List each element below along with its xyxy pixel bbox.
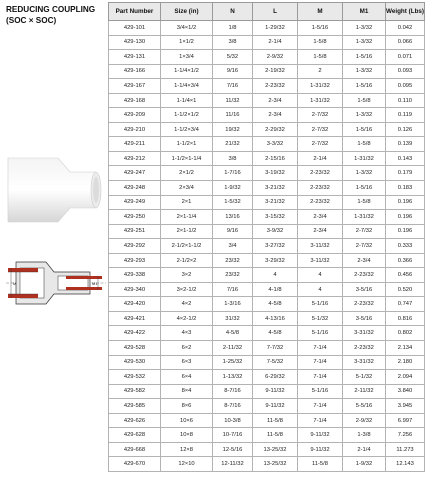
m-cell: 2-23/32 (298, 181, 343, 196)
m1-cell: 1-5/16 (343, 79, 386, 94)
part-number-cell: 429-421 (109, 311, 161, 326)
l-cell: 4 (253, 268, 298, 283)
size-cell: 6×4 (161, 370, 213, 385)
n-cell: 1-7/16 (213, 166, 253, 181)
n-cell: 1/8 (213, 21, 253, 36)
l-cell: 4-1/8 (253, 282, 298, 297)
part-number-cell: 429-528 (109, 341, 161, 356)
l-cell: 9-11/32 (253, 384, 298, 399)
m1-cell: 2-23/32 (343, 341, 386, 356)
part-number-cell: 429-582 (109, 384, 161, 399)
l-cell: 3-29/32 (253, 253, 298, 268)
part-number-cell: 429-212 (109, 151, 161, 166)
size-cell: 12×8 (161, 442, 213, 457)
m-cell: 2-7/32 (298, 108, 343, 123)
m-cell: 5-1/32 (298, 311, 343, 326)
part-number-cell: 429-670 (109, 457, 161, 472)
m-cell: 2-7/32 (298, 137, 343, 152)
part-number-cell: 429-247 (109, 166, 161, 181)
l-cell: 3-21/32 (253, 195, 298, 210)
m-cell: 2-23/32 (298, 166, 343, 181)
table-row (109, 253, 425, 268)
table-row (109, 457, 425, 472)
weight-cell: 7.256 (386, 428, 425, 443)
size-cell: 2-1/2×2 (161, 253, 213, 268)
m1-cell: 1-5/8 (343, 93, 386, 108)
l-cell: 4-5/8 (253, 326, 298, 341)
part-number-cell: 429-168 (109, 93, 161, 108)
part-number-cell: 429-420 (109, 297, 161, 312)
table-row (109, 442, 425, 457)
part-number-cell: 429-251 (109, 224, 161, 239)
n-cell: 1-13/32 (213, 370, 253, 385)
n-cell: 1-9/32 (213, 181, 253, 196)
n-cell: 2-11/32 (213, 341, 253, 356)
dim-label-m: M (13, 281, 17, 286)
table-row (109, 297, 425, 312)
size-cell: 4×2-1/2 (161, 311, 213, 326)
table-row (109, 108, 425, 123)
table-row (109, 224, 425, 239)
size-cell: 2×1-1/4 (161, 210, 213, 225)
header-l: L (253, 3, 298, 21)
n-cell: 10-7/16 (213, 428, 253, 443)
part-number-cell: 429-249 (109, 195, 161, 210)
table-row (109, 137, 425, 152)
size-cell: 2×1-1/2 (161, 224, 213, 239)
l-cell: 11-5/8 (253, 413, 298, 428)
n-cell: 12-11/32 (213, 457, 253, 472)
part-number-cell: 429-628 (109, 428, 161, 443)
part-number-cell: 429-250 (109, 210, 161, 225)
l-cell: 3-27/32 (253, 239, 298, 254)
size-cell: 8×4 (161, 384, 213, 399)
m-cell: 7-1/4 (298, 413, 343, 428)
size-cell: 1-1/2×1-1/4 (161, 151, 213, 166)
n-cell: 23/32 (213, 268, 253, 283)
part-number-cell: 429-668 (109, 442, 161, 457)
weight-cell: 0.520 (386, 282, 425, 297)
n-cell: 21/32 (213, 137, 253, 152)
size-cell: 1-1/4×3/4 (161, 79, 213, 94)
table-row (109, 122, 425, 137)
table-row (109, 35, 425, 50)
size-cell: 1-1/2×1 (161, 137, 213, 152)
header-n: N (213, 3, 253, 21)
size-cell: 3/4×1/2 (161, 21, 213, 36)
size-cell: 6×3 (161, 355, 213, 370)
size-cell: 1-1/4×1 (161, 93, 213, 108)
l-cell: 4-5/8 (253, 297, 298, 312)
m1-cell: 3-5/16 (343, 311, 386, 326)
size-cell: 3×2-1/2 (161, 282, 213, 297)
m-cell: 1-5/16 (298, 21, 343, 36)
m-cell: 11-5/8 (298, 457, 343, 472)
weight-cell: 0.139 (386, 137, 425, 152)
l-cell: 13-25/32 (253, 457, 298, 472)
weight-cell: 0.183 (386, 181, 425, 196)
weight-cell: 0.196 (386, 224, 425, 239)
m1-cell: 1-5/16 (343, 50, 386, 65)
size-cell: 1×1/2 (161, 35, 213, 50)
part-number-cell: 429-292 (109, 239, 161, 254)
part-number-cell: 429-532 (109, 370, 161, 385)
m-cell: 7-1/4 (298, 399, 343, 414)
header-part-number: Part Number (109, 3, 161, 21)
weight-cell: 2.180 (386, 355, 425, 370)
n-cell: 1-3/16 (213, 297, 253, 312)
coupling-photo (4, 150, 108, 230)
m-cell: 3-11/32 (298, 239, 343, 254)
m-cell: 2-23/32 (298, 195, 343, 210)
size-cell: 1-1/2×3/4 (161, 122, 213, 137)
header-weight: Weight (Lbs) (386, 3, 425, 21)
m1-cell: 5-5/16 (343, 399, 386, 414)
part-number-cell: 429-422 (109, 326, 161, 341)
part-number-cell: 429-293 (109, 253, 161, 268)
table-row (109, 399, 425, 414)
part-number-cell: 429-167 (109, 79, 161, 94)
n-cell: 13/16 (213, 210, 253, 225)
m1-cell: 1-5/16 (343, 122, 386, 137)
m-cell: 7-1/4 (298, 355, 343, 370)
m1-cell: 2-7/32 (343, 239, 386, 254)
m-cell: 7-1/4 (298, 341, 343, 356)
n-cell: 3/8 (213, 151, 253, 166)
weight-cell: 0.042 (386, 21, 425, 36)
size-cell: 8×6 (161, 399, 213, 414)
m1-cell: 1-5/8 (343, 195, 386, 210)
size-cell: 2×1/2 (161, 166, 213, 181)
m-cell: 5-1/16 (298, 384, 343, 399)
l-cell: 7-7/32 (253, 341, 298, 356)
l-cell: 2-23/32 (253, 79, 298, 94)
m1-cell: 2-1/4 (343, 442, 386, 457)
m-cell: 9-11/32 (298, 428, 343, 443)
m-cell: 4 (298, 268, 343, 283)
table-row (109, 50, 425, 65)
l-cell: 2-15/16 (253, 151, 298, 166)
m1-cell: 1-3/32 (343, 35, 386, 50)
m-cell: 2-7/32 (298, 122, 343, 137)
l-cell: 3-9/32 (253, 224, 298, 239)
weight-cell: 0.196 (386, 195, 425, 210)
table-row (109, 326, 425, 341)
n-cell: 8-7/16 (213, 399, 253, 414)
weight-cell: 3.945 (386, 399, 425, 414)
table-body (109, 21, 425, 472)
n-cell: 1-25/32 (213, 355, 253, 370)
m1-cell: 2-7/32 (343, 224, 386, 239)
weight-cell: 12.143 (386, 457, 425, 472)
table-row (109, 64, 425, 79)
m-cell: 1-31/32 (298, 79, 343, 94)
m-cell: 2-3/4 (298, 210, 343, 225)
header-m: M (298, 3, 343, 21)
table-row (109, 210, 425, 225)
table-row (109, 181, 425, 196)
n-cell: 7/16 (213, 79, 253, 94)
table-row (109, 268, 425, 283)
n-cell: 23/32 (213, 253, 253, 268)
size-cell: 1-1/2×1/2 (161, 108, 213, 123)
m-cell: 2-1/4 (298, 151, 343, 166)
n-cell: 7/16 (213, 282, 253, 297)
m-cell: 2-3/4 (298, 224, 343, 239)
m1-cell: 1-9/32 (343, 457, 386, 472)
table-row (109, 370, 425, 385)
part-number-cell: 429-248 (109, 181, 161, 196)
m1-cell: 1-31/32 (343, 210, 386, 225)
n-cell: 4-5/8 (213, 326, 253, 341)
part-number-cell: 429-210 (109, 122, 161, 137)
part-number-cell: 429-101 (109, 21, 161, 36)
specification-table (108, 2, 425, 472)
m1-cell: 1-3/32 (343, 166, 386, 181)
part-number-cell: 429-340 (109, 282, 161, 297)
table-row (109, 311, 425, 326)
table-row (109, 239, 425, 254)
m-cell: 5-1/16 (298, 297, 343, 312)
part-number-cell: 429-166 (109, 64, 161, 79)
header-m1: M1 (343, 3, 386, 21)
part-number-cell: 429-530 (109, 355, 161, 370)
l-cell: 1-29/32 (253, 21, 298, 36)
table-row (109, 384, 425, 399)
m1-cell: 1-5/8 (343, 137, 386, 152)
n-cell: 5/32 (213, 50, 253, 65)
size-cell: 2×1 (161, 195, 213, 210)
weight-cell: 0.126 (386, 122, 425, 137)
size-cell: 12×10 (161, 457, 213, 472)
n-cell: 12-5/16 (213, 442, 253, 457)
weight-cell: 0.095 (386, 79, 425, 94)
table-row (109, 93, 425, 108)
size-cell: 10×6 (161, 413, 213, 428)
l-cell: 3-19/32 (253, 166, 298, 181)
size-cell: 1×3/4 (161, 50, 213, 65)
part-number-cell: 429-131 (109, 50, 161, 65)
table-row (109, 341, 425, 356)
table-row (109, 151, 425, 166)
table-row (109, 79, 425, 94)
size-cell: 2-1/2×1-1/2 (161, 239, 213, 254)
weight-cell: 0.110 (386, 93, 425, 108)
table-row (109, 355, 425, 370)
n-cell: 3/4 (213, 239, 253, 254)
m-cell: 4 (298, 282, 343, 297)
n-cell: 10-3/8 (213, 413, 253, 428)
n-cell: 31/32 (213, 311, 253, 326)
l-cell: 3-21/32 (253, 181, 298, 196)
part-number-cell: 429-626 (109, 413, 161, 428)
m1-cell: 1-3/8 (343, 428, 386, 443)
size-cell: 6×2 (161, 341, 213, 356)
m1-cell: 2-3/4 (343, 253, 386, 268)
m1-cell: 5-1/32 (343, 370, 386, 385)
part-number-cell: 429-338 (109, 268, 161, 283)
part-number-cell: 429-130 (109, 35, 161, 50)
weight-cell: 0.119 (386, 108, 425, 123)
m-cell: 1-5/8 (298, 35, 343, 50)
size-cell: 2×3/4 (161, 181, 213, 196)
part-number-cell: 429-585 (109, 399, 161, 414)
l-cell: 2-3/4 (253, 108, 298, 123)
size-cell: 1-1/4×1/2 (161, 64, 213, 79)
size-cell: 4×2 (161, 297, 213, 312)
weight-cell: 0.066 (386, 35, 425, 50)
table-row (109, 413, 425, 428)
n-cell: 19/32 (213, 122, 253, 137)
weight-cell: 0.802 (386, 326, 425, 341)
l-cell: 2-3/4 (253, 93, 298, 108)
part-number-cell: 429-209 (109, 108, 161, 123)
weight-cell: 2.134 (386, 341, 425, 356)
l-cell: 11-5/8 (253, 428, 298, 443)
m1-cell: 1-5/16 (343, 181, 386, 196)
n-cell: 11/32 (213, 93, 253, 108)
n-cell: 1-5/32 (213, 195, 253, 210)
size-cell: 4×3 (161, 326, 213, 341)
weight-cell: 3.840 (386, 384, 425, 399)
m1-cell: 2-11/32 (343, 384, 386, 399)
l-cell: 2-1/4 (253, 35, 298, 50)
m-cell: 1-5/8 (298, 50, 343, 65)
weight-cell: 0.179 (386, 166, 425, 181)
l-cell: 3-15/32 (253, 210, 298, 225)
m-cell: 7-1/4 (298, 370, 343, 385)
table-row (109, 195, 425, 210)
weight-cell: 11.273 (386, 442, 425, 457)
m1-cell: 3-5/16 (343, 282, 386, 297)
weight-cell: 0.071 (386, 50, 425, 65)
l-cell: 2-19/32 (253, 64, 298, 79)
m-cell: 2 (298, 64, 343, 79)
weight-cell: 0.366 (386, 253, 425, 268)
m1-cell: 3-31/32 (343, 326, 386, 341)
dim-label-m1: M1 (92, 281, 98, 286)
size-cell: 10×8 (161, 428, 213, 443)
m-cell: 5-1/16 (298, 326, 343, 341)
m1-cell: 3-31/32 (343, 355, 386, 370)
table-header-row (109, 3, 425, 21)
weight-cell: 0.456 (386, 268, 425, 283)
m-cell: 9-11/32 (298, 442, 343, 457)
l-cell: 6-29/32 (253, 370, 298, 385)
weight-cell: 0.816 (386, 311, 425, 326)
table-row (109, 166, 425, 181)
n-cell: 3/8 (213, 35, 253, 50)
l-cell: 4-13/16 (253, 311, 298, 326)
table-row (109, 428, 425, 443)
n-cell: 9/16 (213, 64, 253, 79)
weight-cell: 0.143 (386, 151, 425, 166)
m1-cell: 1-3/32 (343, 21, 386, 36)
m1-cell: 2-23/32 (343, 268, 386, 283)
l-cell: 7-5/32 (253, 355, 298, 370)
table-row (109, 282, 425, 297)
weight-cell: 0.747 (386, 297, 425, 312)
n-cell: 11/16 (213, 108, 253, 123)
l-cell: 9-11/32 (253, 399, 298, 414)
n-cell: 8-7/16 (213, 384, 253, 399)
size-cell: 3×2 (161, 268, 213, 283)
m1-cell: 1-31/32 (343, 151, 386, 166)
header-size: Size (in) (161, 3, 213, 21)
l-cell: 13-25/32 (253, 442, 298, 457)
l-cell: 2-29/32 (253, 122, 298, 137)
product-title: REDUCING COUPLING (SOC × SOC) (6, 5, 96, 25)
part-number-cell: 429-211 (109, 137, 161, 152)
weight-cell: 0.093 (386, 64, 425, 79)
coupling-cross-section-drawing (4, 252, 108, 314)
weight-cell: 0.196 (386, 210, 425, 225)
m1-cell: 1-3/32 (343, 108, 386, 123)
m-cell: 3-11/32 (298, 253, 343, 268)
l-cell: 3-3/32 (253, 137, 298, 152)
weight-cell: 0.333 (386, 239, 425, 254)
weight-cell: 6.997 (386, 413, 425, 428)
weight-cell: 2.094 (386, 370, 425, 385)
n-cell: 9/16 (213, 224, 253, 239)
m1-cell: 2-9/32 (343, 413, 386, 428)
m-cell: 1-31/32 (298, 93, 343, 108)
m1-cell: 2-23/32 (343, 297, 386, 312)
table-row (109, 21, 425, 36)
m1-cell: 1-3/32 (343, 64, 386, 79)
l-cell: 2-9/32 (253, 50, 298, 65)
